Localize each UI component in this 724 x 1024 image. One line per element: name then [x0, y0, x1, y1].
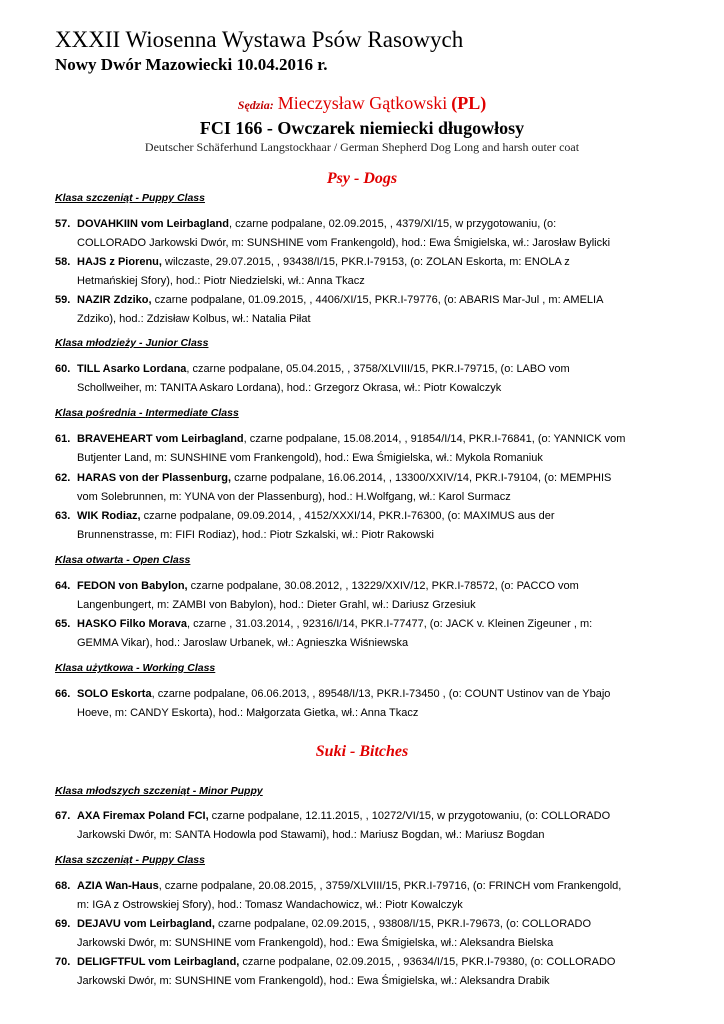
entry-details-line2: Hetmańskiej Sfory), hod.: Piotr Niedzielski, wł.: Anna Tkacz: [77, 275, 365, 287]
entry-details-line2: Jarkowski Dwór, m: SANTA Hodowla pod Stawami), hod.: Mariusz Bogdan, wł.: Mariusz Bogdan: [77, 829, 545, 841]
entry-details-line2: Hoeve, m: CANDY Eskorta), hod.: Małgorzata Gietka, wł.: Anna Tkacz: [77, 707, 419, 719]
breed-title: FCI 166 - Owczarek niemiecki długowłosy: [199, 118, 525, 138]
dog-name: TILL Asarko Lordana: [77, 363, 187, 375]
page-subtitle: Nowy Dwór Mazowiecki 10.04.2016 r.: [55, 55, 328, 74]
dog-name: FEDON von Babylon,: [77, 580, 188, 592]
entry-number: 65.: [55, 618, 71, 630]
entry-number: 60.: [55, 363, 71, 375]
entry-details: czarne podpalane, 16.06.2014, , 13300/XXIV/14, PKR.I-79104, (o: MEMPHIS: [231, 472, 612, 484]
entry-details: , czarne podpalane, 02.09.2015, , 4379/XI/15, w przygotowaniu, (o:: [228, 218, 557, 230]
dog-name: BRAVEHEART vom Leirbagland: [77, 433, 244, 445]
judge-line: [0, 93, 724, 114]
entry-details: czarne podpalane, 02.09.2015, , 93634/I/15, PKR.I-79380, (o: COLLORADO: [239, 956, 616, 968]
entry-details: , czarne podpalane, 05.04.2015, , 3758/XLVIII/15, PKR.I-79715, (o: LABO vom: [186, 363, 570, 375]
entry-details: czarne podpalane, 30.08.2012, , 13229/XXIV/12, PKR.I-78572, (o: PACCO vom: [187, 580, 579, 592]
entry-number: 66.: [55, 688, 71, 700]
breed-subtitle: Deutscher Schäferhund Langstockhaar / German Shepherd Dog Long and harsh outer coat: [144, 140, 580, 154]
judge-label: Sędzia:: [237, 98, 274, 112]
dog-name: HASKO Filko Morava: [77, 618, 188, 630]
entry-details-line2: vom Solebrunnen, m: YUNA von der Plassenburg), hod.: H.Wolfgang, wł.: Karol Surmacz: [77, 491, 511, 503]
dog-name: NAZIR Zdziko,: [77, 294, 152, 306]
class-heading-puppy-bitches: Klasa szczeniąt - Puppy Class: [55, 854, 205, 866]
entry-number: 68.: [55, 880, 71, 892]
entry-details: , czarne podpalane, 06.06.2013, , 89548/I/13, PKR.I-73450 , (o: COUNT Ustinov van de Ybajo: [151, 688, 611, 700]
entry-details: , czarne , 31.03.2014, , 92316/I/14, PKR.I-77477, (o: JACK v. Kleinen Zigeuner , m:: [187, 618, 593, 630]
dog-name: HARAS von der Plassenburg,: [77, 472, 232, 484]
entry-details-line2: Butjenter Land, m: SUNSHINE vom Frankengold), hod.: Ewa Śmigielska, wł.: Mykola Romaniuk: [77, 452, 543, 464]
dog-name: SOLO Eskorta: [77, 688, 152, 700]
dog-name: WIK Rodiaz,: [77, 510, 141, 522]
dog-name: DOVAHKIIN vom Leirbagland: [77, 218, 229, 230]
entry-number: 70.: [55, 956, 71, 968]
entry-details-line2: m: IGA z Ostrowskiej Sfory), hod.: Tomasz Wandachowicz, wł.: Piotr Kowalczyk: [77, 899, 463, 911]
entry-number: 58.: [55, 256, 71, 268]
entry-number: 57.: [55, 218, 71, 230]
entry-number: 61.: [55, 433, 71, 445]
entry-details-line2: GEMMA Vikar), hod.: Jaroslaw Urbanek, wł.: Agnieszka Wiśniewska: [77, 637, 409, 649]
class-heading-puppy-dogs: Klasa szczeniąt - Puppy Class: [55, 192, 205, 204]
page-title: XXXII Wiosenna Wystawa Psów Rasowych: [55, 27, 464, 52]
entry-details: czarne podpalane, 09.09.2014, , 4152/XXXI/14, PKR.I-76300, (o: MAXIMUS aus der: [140, 510, 555, 522]
entry-details-line2: Jarkowski Dwór, m: SUNSHINE vom Frankengold), hod.: Ewa Śmigielska, wł.: Aleksandra Bielska: [77, 937, 554, 949]
entry-number: 69.: [55, 918, 71, 930]
entry-number: 63.: [55, 510, 71, 522]
entry-details: czarne podpalane, 12.11.2015, , 10272/VI/15, w przygotowaniu, (o: COLLORADO: [208, 810, 611, 822]
judge-country: (PL): [451, 93, 487, 113]
entry-number: 64.: [55, 580, 71, 592]
entry-details: czarne podpalane, 02.09.2015, , 93808/I/15, PKR.I-79673, (o: COLLORADO: [214, 918, 592, 930]
judge-name: Mieczysław Gątkowski: [277, 93, 448, 113]
dog-name: DELIGFTFUL vom Leirbagland,: [77, 956, 240, 968]
entry-details-line2: Jarkowski Dwór, m: SUNSHINE vom Frankengold), hod.: Ewa Śmigielska, wł.: Aleksandra Drabik: [77, 975, 550, 987]
entry-number: 67.: [55, 810, 71, 822]
class-heading-junior: Klasa młodzieży - Junior Class: [55, 337, 209, 349]
dog-name: AXA Firemax Poland FCI,: [77, 810, 209, 822]
entry-details-line2: Schollweiher, m: TANITA Askaro Lordana), hod.: Grzegorz Okrasa, wł.: Piotr Kowalczyk: [77, 382, 502, 394]
class-heading-minor-puppy: Klasa młodszych szczeniąt - Minor Puppy: [55, 785, 263, 797]
section-dogs-heading: Psy - Dogs: [326, 170, 398, 187]
class-heading-open: Klasa otwarta - Open Class: [55, 554, 191, 566]
entry-details: , czarne podpalane, 20.08.2015, , 3759/XLVIII/15, PKR.I-79716, (o: FRINCH vom Frankengold,: [158, 880, 622, 892]
entry-number: 62.: [55, 472, 71, 484]
entry-details: wilczaste, 29.07.2015, , 93438/I/15, PKR.I-79153, (o: ZOLAN Eskorta, m: ENOLA z: [161, 256, 570, 268]
entry-details-line2: Brunnenstrasse, m: FIFI Rodiaz), hod.: Piotr Szkalski, wł.: Piotr Rakowski: [77, 529, 435, 541]
class-heading-intermediate: Klasa pośrednia - Intermediate Class: [55, 407, 239, 419]
entry-details-line2: Zdziko), hod.: Zdzisław Kolbus, wł.: Natalia Piłat: [77, 313, 311, 325]
entry-details: czarne podpalane, 01.09.2015, , 4406/XI/15, PKR.I-79776, (o: ABARIS Mar-Jul , m: AMELIA: [151, 294, 604, 306]
entry-details-line2: Langenbungert, m: ZAMBI von Babylon), hod.: Dieter Grahl, wł.: Dariusz Grzesiuk: [77, 599, 476, 611]
dog-name: AZIA Wan-Haus: [77, 880, 159, 892]
dog-name: HAJS z Piorenu,: [77, 256, 162, 268]
entry-details: , czarne podpalane, 15.08.2014, , 91854/I/14, PKR.I-76841, (o: YANNICK vom: [243, 433, 626, 445]
entry-details-line2: COLLORADO Jarkowski Dwór, m: SUNSHINE vom Frankengold), hod.: Ewa Śmigielska, wł.: Jarosław Bylicki: [77, 237, 611, 249]
dog-name: DEJAVU vom Leirbagland,: [77, 918, 215, 930]
class-heading-working: Klasa użytkowa - Working Class: [55, 662, 216, 674]
entry-number: 59.: [55, 294, 71, 306]
section-bitches-heading: Suki - Bitches: [315, 743, 409, 760]
